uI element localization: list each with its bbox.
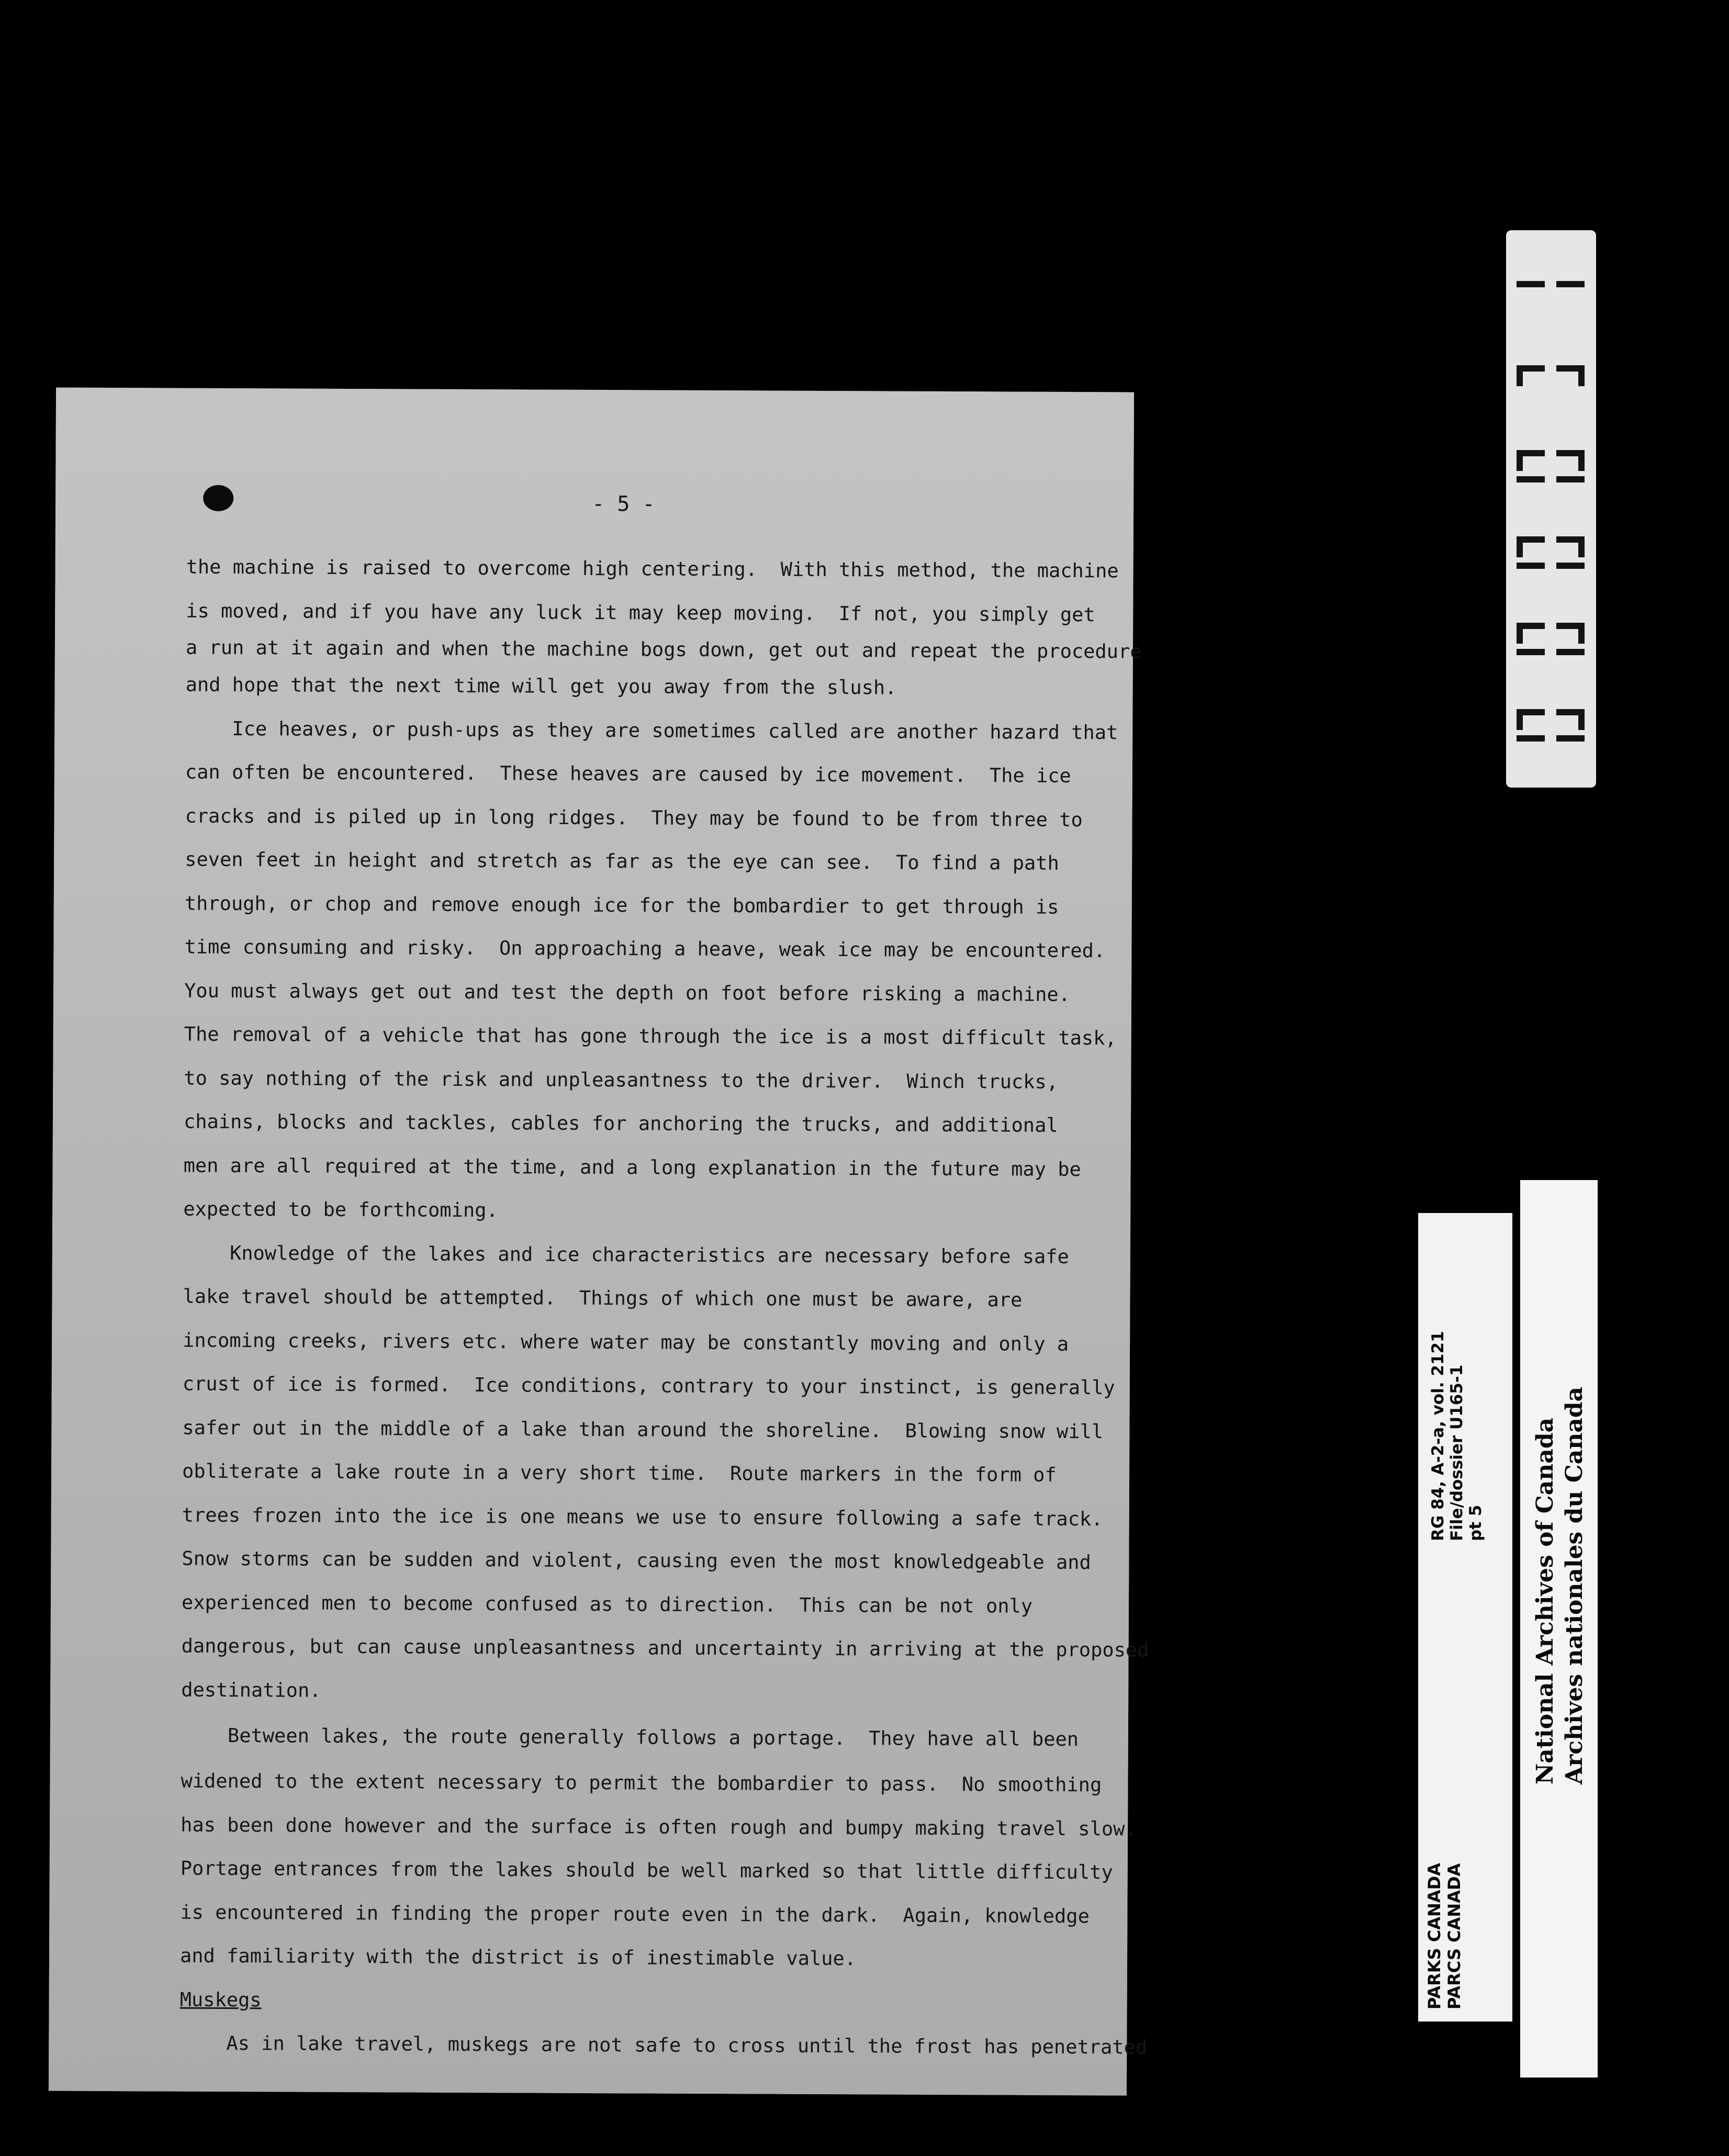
page-number: - 5 -: [592, 491, 655, 516]
text-line: safer out in the middle of a lake than around the shoreline. Blowing snow will: [182, 1416, 1104, 1443]
frame-digit-segment: [1517, 536, 1523, 557]
text-line: a run at it again and when the machine bogs down, get out and repeat the procedure: [185, 636, 1142, 663]
frame-digit-segment: [1578, 536, 1585, 557]
text-line: to say nothing of the risk and unpleasantness to the driver. Winch trucks,: [184, 1066, 1059, 1093]
frame-digit-segment: [1517, 450, 1523, 471]
section-heading: Muskegs: [179, 1988, 262, 2011]
text-line: men are all required at the time, and a long explanation in the future may be: [183, 1154, 1081, 1181]
text-line: lake travel should be attempted. Things of which one must be aware, are: [183, 1285, 1023, 1311]
parks-canada-label: [1424, 1863, 1464, 2009]
frame-digit-segment: [1556, 735, 1585, 742]
text-line: incoming creeks, rivers etc. where water may be constantly moving and only a: [183, 1329, 1069, 1355]
text-line: the machine is raised to overcome high centering. With this method, the machine: [186, 555, 1119, 582]
frame-digit-segment: [1517, 563, 1545, 569]
text-line: and familiarity with the district is of inestimable value.: [179, 1944, 857, 1970]
frame-digit-segment: [1556, 649, 1585, 655]
text-line: obliterate a lake route in a very short time. Route markers in the form of: [182, 1459, 1057, 1486]
frame-digit-segment: [1556, 476, 1585, 482]
frame-digit-segment: [1517, 365, 1523, 386]
frame-digit-segment: [1578, 623, 1585, 644]
institution-name-fr: Archives nationales du Canada: [1561, 1386, 1588, 1784]
text-line: dangerous, but can cause unpleasantness and uncertainty in arriving at the proposed: [181, 1634, 1149, 1661]
reference-line: File/dossier U165-1: [1447, 1364, 1466, 1541]
text-line: Knowledge of the lakes and ice characteristics are necessary before safe: [183, 1241, 1069, 1268]
frame-digit-segment: [1517, 735, 1545, 742]
national-archives-label: [1531, 1387, 1589, 1784]
text-line: Ice heaves, or push-ups as they are sometimes called are another hazard that: [185, 717, 1118, 744]
text-line: seven feet in height and stretch as far as the eye can see. To find a path: [185, 848, 1059, 874]
text-line: destination.: [181, 1678, 321, 1702]
frame-digit-segment: [1517, 476, 1545, 482]
frame-digit-segment: [1578, 365, 1585, 386]
text-line: Between lakes, the route generally follows a portage. They have all been: [181, 1724, 1079, 1751]
frame-digit-segment: [1556, 563, 1585, 569]
frame-digit-segment: [1517, 281, 1545, 287]
text-line: You must always get out and test the depth on foot before risking a machine.: [184, 979, 1071, 1006]
text-line: expected to be forthcoming.: [183, 1197, 498, 1222]
text-line: crust of ice is formed. Ice conditions, contrary to your instinct, is generally: [182, 1372, 1115, 1399]
frame-digit-segment: [1578, 450, 1585, 471]
text-line: time consuming and risky. On approaching a heave, weak ice may be encountered.: [184, 935, 1106, 962]
frame-digit-segment: [1517, 709, 1523, 730]
text-line: widened to the extent necessary to permit the bombardier to pass. No smoothing: [181, 1769, 1102, 1796]
institution-name-en: National Archives of Canada: [1532, 1417, 1558, 1784]
text-line: and hope that the next time will get you away from the slush.: [185, 673, 897, 699]
text-line: is moved, and if you have any luck it may keep moving. If not, you simply get: [186, 599, 1095, 626]
text-line: chains, blocks and tackles, cables for anchoring the trucks, and additional: [183, 1110, 1058, 1137]
frame-counter: [1506, 230, 1596, 788]
frame-digit-segment: [1517, 623, 1523, 644]
frame-digit-segment: [1578, 709, 1585, 730]
text-line: cracks and is piled up in long ridges. They may be found to be from three to: [185, 804, 1083, 831]
text-line: experienced men to become confused as to direction. This can be not only: [181, 1591, 1033, 1618]
text-line: As in lake travel, muskegs are not safe to cross until the frost has penetrated: [179, 2031, 1148, 2059]
frame-digit-segment: [1556, 281, 1585, 287]
punch-hole: [203, 485, 233, 511]
text-line: through, or chop and remove enough ice for the bombardier to get through is: [184, 892, 1059, 918]
document-page: [49, 388, 1149, 2096]
frame-digit-segment: [1517, 649, 1545, 655]
archive-reference: [1429, 1331, 1485, 1541]
text-line: Snow storms can be sudden and violent, causing even the most knowledgeable and: [182, 1547, 1091, 1574]
text-line: trees frozen into the ice is one means we use to ensure following a safe track.: [182, 1503, 1103, 1530]
text-line: is encountered in finding the proper route even in the dark. Again, knowledge: [180, 1901, 1090, 1927]
text-line: can often be encountered. These heaves are caused by ice movement. The ice: [185, 760, 1071, 787]
text-line: The removal of a vehicle that has gone through the ice is a most difficult task,: [184, 1023, 1117, 1050]
reference-line: pt 5: [1466, 1504, 1485, 1541]
reference-line: RG 84, A-2-a, vol. 2121: [1429, 1331, 1447, 1541]
parks-label-en: PARKS CANADA: [1424, 1862, 1444, 2009]
typed-text-body: [179, 545, 1170, 2070]
text-line: has been done however and the surface is often rough and bumpy making travel slow.: [181, 1813, 1137, 1840]
text-line: Portage entrances from the lakes should be well marked so that little difficulty: [180, 1857, 1113, 1884]
parks-label-fr: PARCS CANADA: [1444, 1863, 1464, 2009]
